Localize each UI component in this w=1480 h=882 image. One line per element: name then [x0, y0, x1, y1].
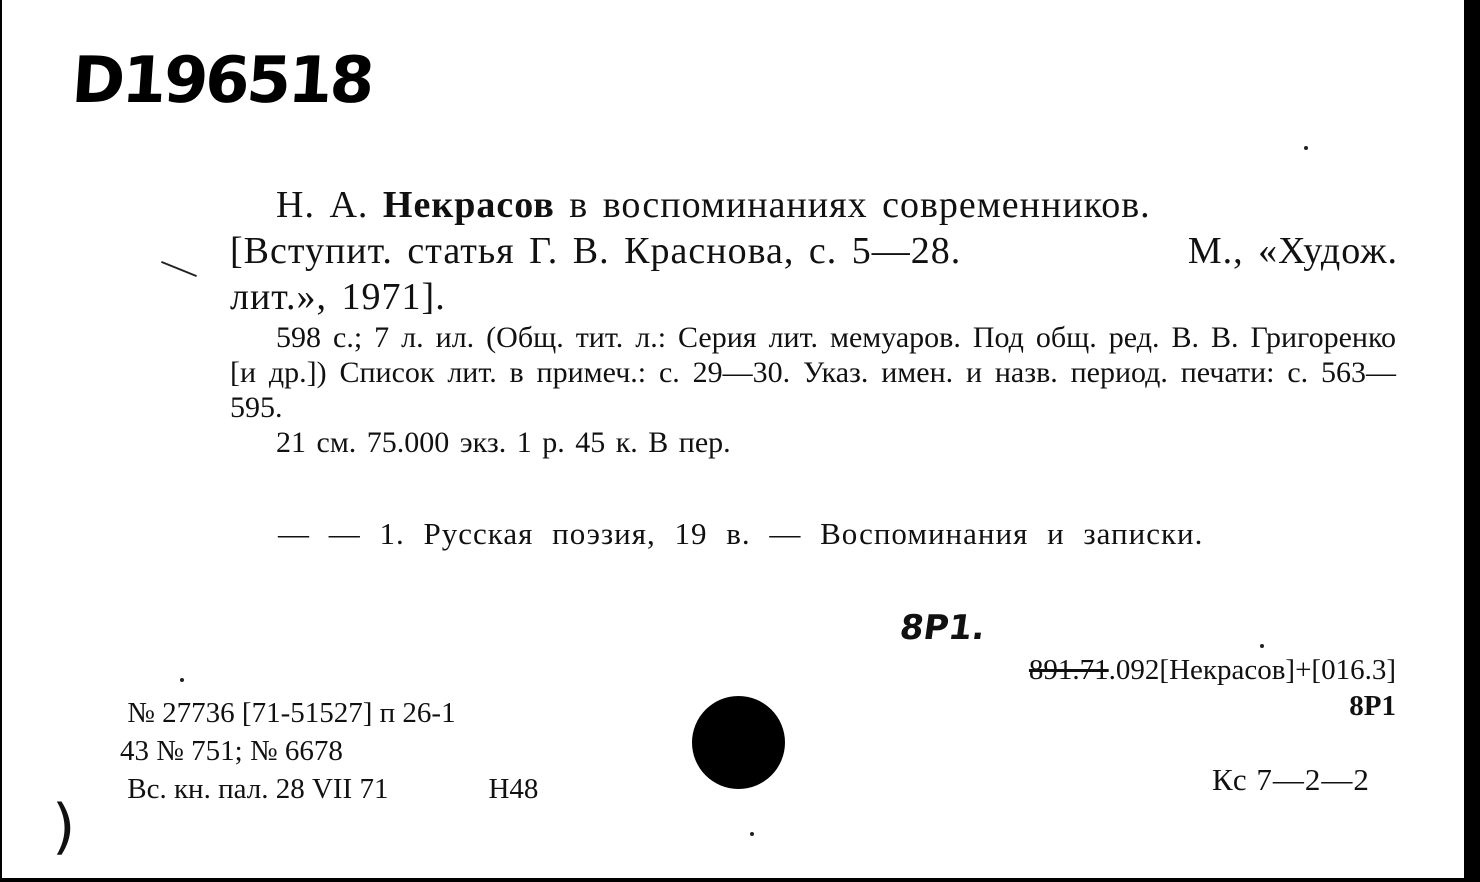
punch-hole	[692, 696, 785, 789]
technical-info	[120, 694, 538, 808]
title-line-3: лит.», 1971].	[230, 276, 446, 318]
title-text: в воспоминаниях современников.	[569, 184, 1151, 226]
author-name: Некрасов	[382, 184, 555, 226]
udc-index: .092[Некрасов]+[016.3]	[1108, 654, 1396, 686]
ks-code: Кс 7—2—2	[1212, 762, 1370, 797]
book-chamber-date: Вс. кн. пал. 28 VII 71	[120, 773, 389, 805]
udc-crossed-out: 891.71	[1028, 654, 1109, 686]
tech-line-2: 43 № 751; № 6678	[120, 735, 343, 767]
speck	[1260, 644, 1264, 648]
title-line-1	[230, 182, 1398, 228]
handwritten-classification: 8Р1.	[897, 608, 988, 648]
collation-para-2: 21 см. 75.000 экз. 1 р. 45 к. В пер.	[276, 426, 731, 459]
udc-line	[874, 652, 1396, 688]
speck	[750, 832, 754, 836]
bbk-index: 8Р1	[1349, 690, 1396, 722]
price-code: Н48	[488, 773, 539, 805]
margin-mark: )	[52, 792, 76, 862]
pencil-dash-mark	[161, 261, 197, 277]
collation-para-1: 598 с.; 7 л. ил. (Общ. тит. л.: Серия лит. мемуаров. Под общ. ред. В. В. Григоренко [и др.]) Список лит. в примеч.: с. 29—30. Указ. имен. и назв. период. печати: с. 563—595.	[230, 321, 1396, 424]
title-line-2	[230, 228, 1398, 274]
card-id-handwritten: D196518	[69, 44, 374, 118]
author-initials: Н. А.	[276, 184, 369, 226]
publisher: М., «Худож.	[1187, 230, 1398, 272]
collation-block	[230, 320, 1396, 460]
speck	[1304, 146, 1308, 150]
udc-classification	[874, 652, 1396, 724]
tech-line-3	[120, 770, 538, 808]
speck	[180, 678, 184, 682]
scan-edge-bottom	[0, 878, 1480, 882]
catalog-card	[2, 0, 1472, 878]
scan-edge-right	[1464, 0, 1480, 882]
intro-article: [Вступит. статья Г. В. Краснова, с. 5—28.	[230, 230, 962, 272]
subject-heading: — — 1. Русская поэзия, 19 в. — Воспоминания и записки.	[278, 516, 1204, 551]
bibliographic-title	[230, 182, 1398, 320]
tech-line-1: № 27736 [71-51527] п 26-1	[120, 697, 456, 729]
